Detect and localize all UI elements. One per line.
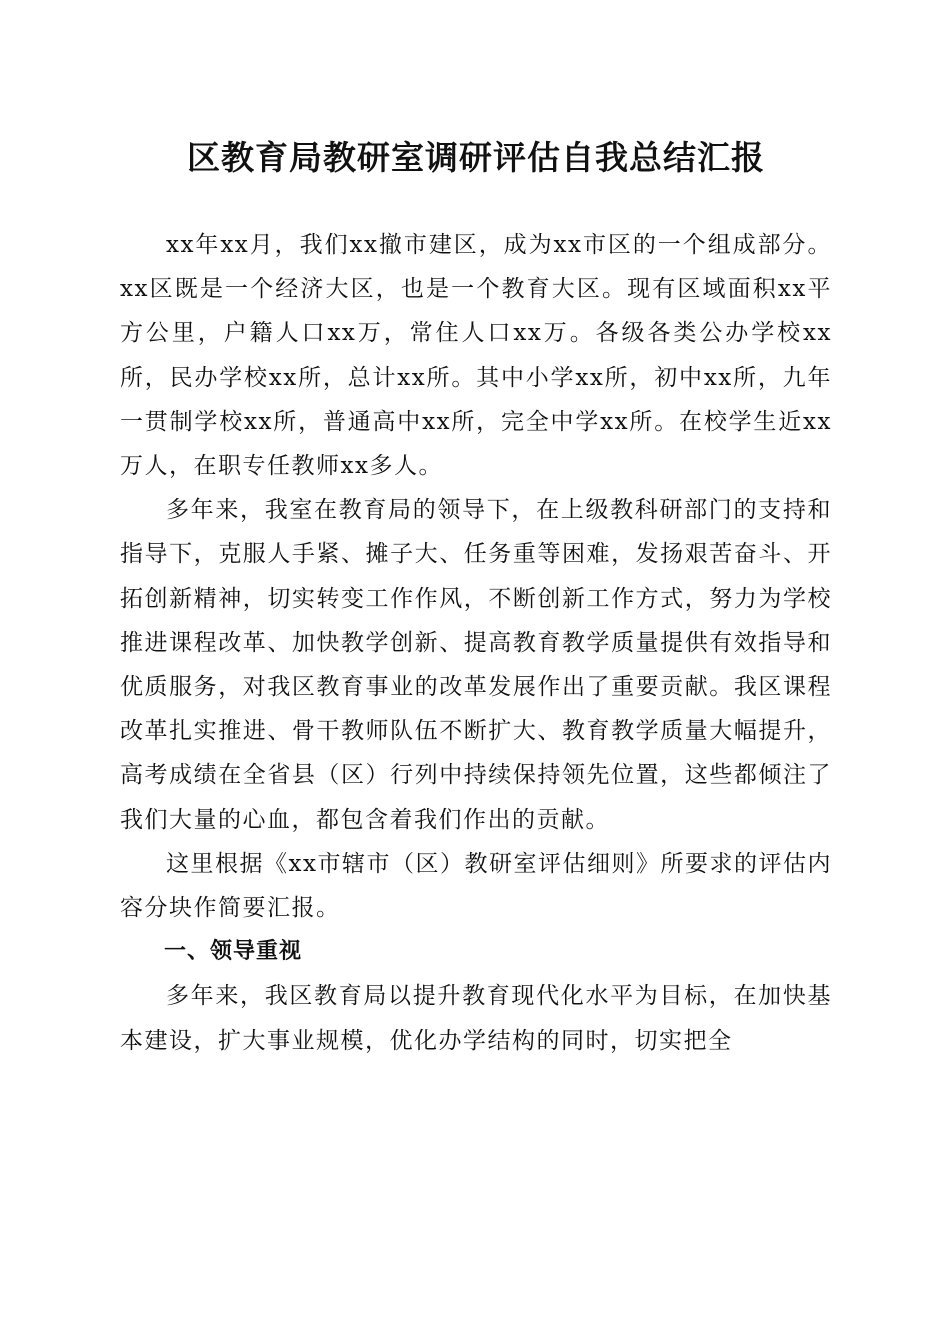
section-heading: 一、领导重视 xyxy=(164,939,303,965)
paragraph-report-intro: 这里根据《xx市辖市（区）教研室评估细则》所要求的评估内容分块作简要汇报。 xyxy=(120,850,832,922)
document-page xyxy=(120,128,832,1063)
paragraph-leadership: 多年来，我区教育局以提升教育现代化水平为目标，在加快基本建设，扩大事业规模，优化办学结构的同时，切实把全 xyxy=(120,983,832,1054)
paragraph-overview: xx年xx月，我们xx撤市建区，成为xx市区的一个组成部分。xx区既是一个经济大区，也是一个教育大区。现有区域面积xx平方公里，户籍人口xx万，常住人口xx万。各级各类公办学校xx所，民办学校xx所，总计xx所。其中小学xx所，初中xx所，九年一贯制学校xx所，普通高中xx所，完全中学xx所。在校学生近xx万人，在职专任教师xx多人。 xyxy=(120,232,832,480)
paragraph-achievements: 多年来，我室在教育局的领导下，在上级教科研部门的支持和指导下，克服人手紧、摊子大、任务重等困难，发扬艰苦奋斗、开拓创新精神，切实转变工作作风，不断创新工作方式，努力为学校推进课程改革、加快教学创新、提高教育教学质量提供有效指导和优质服务，对我区教育事业的改革发展作出了重要贡献。我区课程改革扎实推进、骨干教师队伍不断扩大、教育教学质量大幅提升，高考成绩在全省县（区）行列中持续保持领先位置，这些都倾注了我们大量的心血，都包含着我们作出的贡献。 xyxy=(120,497,832,833)
document-title: 区教育局教研室调研评估自我总结汇报 xyxy=(187,138,765,177)
